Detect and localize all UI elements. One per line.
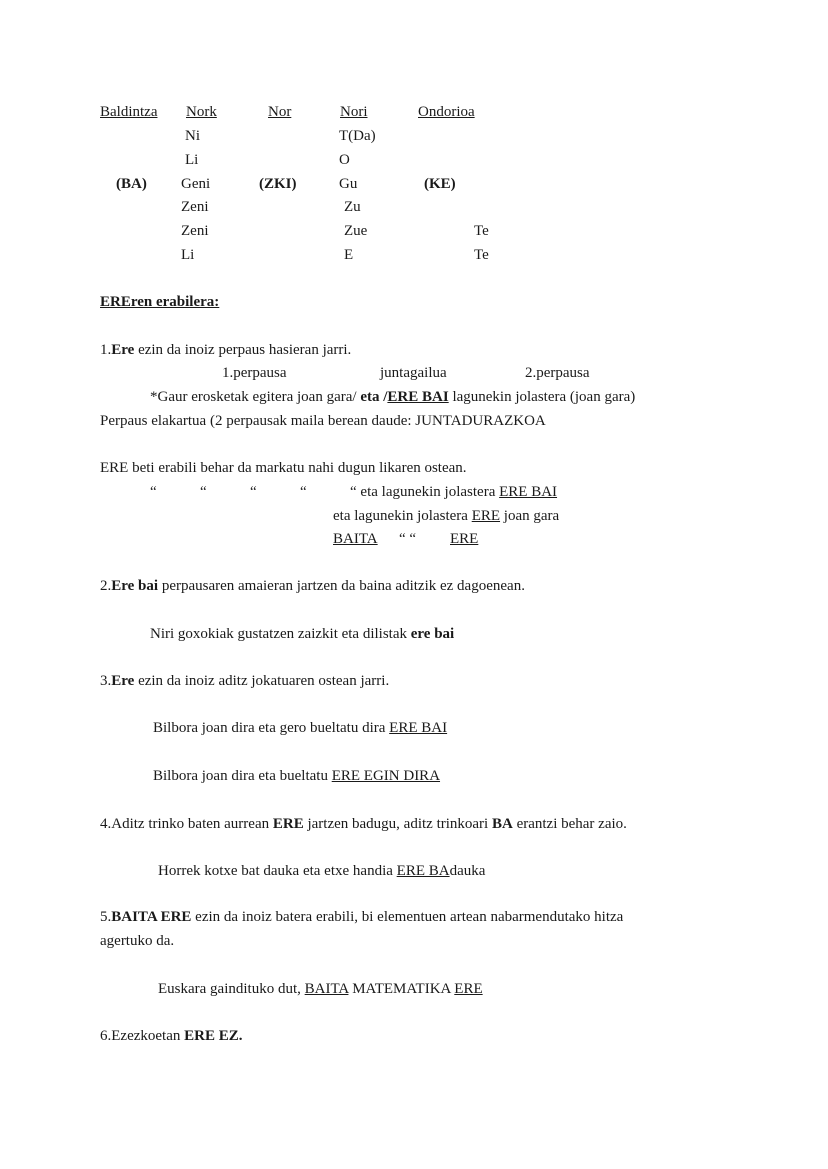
rule3-example-2 — [153, 767, 440, 785]
markatu-l2-u: ERE — [471, 508, 501, 524]
rule2-text: perpausaren amaieran jartzen da baina aditzik ez dagoenean. — [158, 578, 525, 594]
rule4-bold2: BA — [491, 816, 513, 832]
label-juntagailua: juntagailua — [380, 365, 447, 381]
rule5-text: ezin da inoiz batera erabili, bi elementuen artean nabarmendutako hitza — [191, 909, 624, 925]
rule1-example — [150, 388, 635, 406]
nork-cell: Li — [181, 247, 195, 263]
rule2-example — [150, 625, 454, 643]
markatu-l2-a: eta lagunekin jolastera — [333, 508, 472, 524]
rule2-num: 2. — [100, 578, 112, 594]
rule1-ex-eta: eta / — [360, 389, 388, 405]
extra-cell: Te — [474, 223, 489, 239]
rule1-ex-a: *Gaur erosketak egitera joan gara/ — [150, 389, 361, 405]
markatu-l1-u: ERE BAI — [499, 484, 558, 500]
rule4-example — [158, 862, 485, 880]
rule3-num: 3. — [100, 673, 112, 689]
nor-marker: (ZKI) — [259, 176, 297, 192]
rule6-text: 6.Ezezkoetan — [100, 1028, 185, 1044]
nori-cell: E — [344, 247, 354, 263]
rule4-line — [100, 815, 627, 833]
header-nor: Nor — [268, 104, 292, 120]
rule1-text: ezin da inoiz perpaus hasieran jarri. — [134, 342, 352, 358]
rule4-ex-u: ERE BA — [396, 863, 450, 879]
markatu-l2-b: joan gara — [500, 508, 560, 524]
rule1-note: Perpaus elakartua (2 perpausak maila berean daude: JUNTADURAZKOA — [100, 413, 546, 429]
rule3-ex2-u: ERE EGIN DIRA — [331, 768, 441, 784]
nork-cell: Li — [185, 152, 199, 168]
header-ondorioa: Ondorioa — [418, 104, 475, 120]
ditto-mark: “ — [250, 484, 257, 500]
rule1-ex-erebai: ERE BAI — [387, 389, 449, 405]
label-perpausa-2: 2.perpausa — [525, 365, 590, 381]
rule4-text-c: erantzi behar zaio. — [512, 816, 627, 832]
rule2-line — [100, 577, 525, 595]
rule3-ex2-a: Bilbora joan dira eta bueltatu — [153, 768, 332, 784]
rule5-ex-u1: BAITA — [304, 981, 349, 997]
rule5-ex-a: Euskara gaindituko dut, — [158, 981, 305, 997]
rule2-ex-a: Niri goxokiak gustatzen zaizkit eta dilistak — [150, 626, 411, 642]
nork-cell: Ni — [185, 128, 200, 144]
ditto-mark: “ — [150, 484, 157, 500]
rule3-text: ezin da inoiz aditz jokatuaren ostean jarri. — [134, 673, 390, 689]
ditto-mark: “ — [300, 484, 307, 500]
rule4-ex-b: dauka — [449, 863, 486, 879]
header-nork: Nork — [186, 104, 217, 120]
nori-cell: Gu — [339, 176, 358, 192]
rule4-text-b: jartzen badugu, aditz trinkoari — [303, 816, 492, 832]
ditto-mark: “ — [350, 484, 357, 500]
nori-cell: Zue — [344, 223, 368, 239]
rule4-ex-a: Horrek kotxe bat dauka eta etxe handia — [158, 863, 397, 879]
rule5-bold: BAITA ERE — [111, 909, 192, 925]
markatu-line2 — [333, 507, 559, 525]
rule6-bold: ERE EZ. — [184, 1028, 243, 1044]
rule1-line — [100, 341, 351, 359]
rule2-bold: Ere bai — [111, 578, 159, 594]
rule5-num: 5. — [100, 909, 112, 925]
rule3-ex1-a: Bilbora joan dira eta gero bueltatu dira — [153, 720, 390, 736]
nori-cell: O — [339, 152, 350, 168]
rule5-example — [158, 980, 483, 998]
rule3-line — [100, 672, 389, 690]
rule4-text-a: 4.Aditz trinko baten aurrean — [100, 816, 273, 832]
section-title: EREren erabilera: — [100, 294, 220, 310]
rule3-bold: Ere — [111, 673, 135, 689]
rule1-ex-b: lagunekin jolastera (joan gara) — [448, 389, 636, 405]
markatu-ere: ERE — [450, 531, 479, 547]
markatu-ditto: “ “ — [399, 531, 417, 547]
rule5-line — [100, 908, 623, 926]
markatu-line1 — [350, 483, 557, 501]
rule4-bold1: ERE — [272, 816, 304, 832]
rule1-ere: Ere — [111, 342, 135, 358]
ditto-mark: “ — [200, 484, 207, 500]
markatu-baita: BAITA — [333, 531, 378, 547]
rule5-ex-mid: MATEMATIKA — [348, 981, 455, 997]
nork-cell: Zeni — [181, 223, 209, 239]
label-perpausa-1: 1.perpausa — [222, 365, 287, 381]
baldintza-marker: (BA) — [116, 176, 147, 192]
ondorioa-marker: (KE) — [424, 176, 456, 192]
header-baldintza: Baldintza — [100, 104, 158, 120]
markatu-text: ERE beti erabili behar da markatu nahi dugun likaren ostean. — [100, 460, 467, 476]
nork-cell: Zeni — [181, 199, 209, 215]
rule1-num: 1. — [100, 342, 112, 358]
rule3-example-1 — [153, 719, 447, 737]
rule5-line-2: agertuko da. — [100, 933, 175, 949]
extra-cell: Te — [474, 247, 489, 263]
rule6-line — [100, 1027, 242, 1045]
nork-cell: Geni — [181, 176, 211, 192]
rule5-ex-u2: ERE — [454, 981, 483, 997]
rule2-ex-b: ere bai — [410, 626, 455, 642]
header-nori: Nori — [340, 104, 368, 120]
nori-cell: T(Da) — [339, 128, 376, 144]
markatu-l1-text: eta lagunekin jolastera — [356, 484, 500, 500]
nori-cell: Zu — [344, 199, 361, 215]
rule3-ex1-u: ERE BAI — [389, 720, 448, 736]
